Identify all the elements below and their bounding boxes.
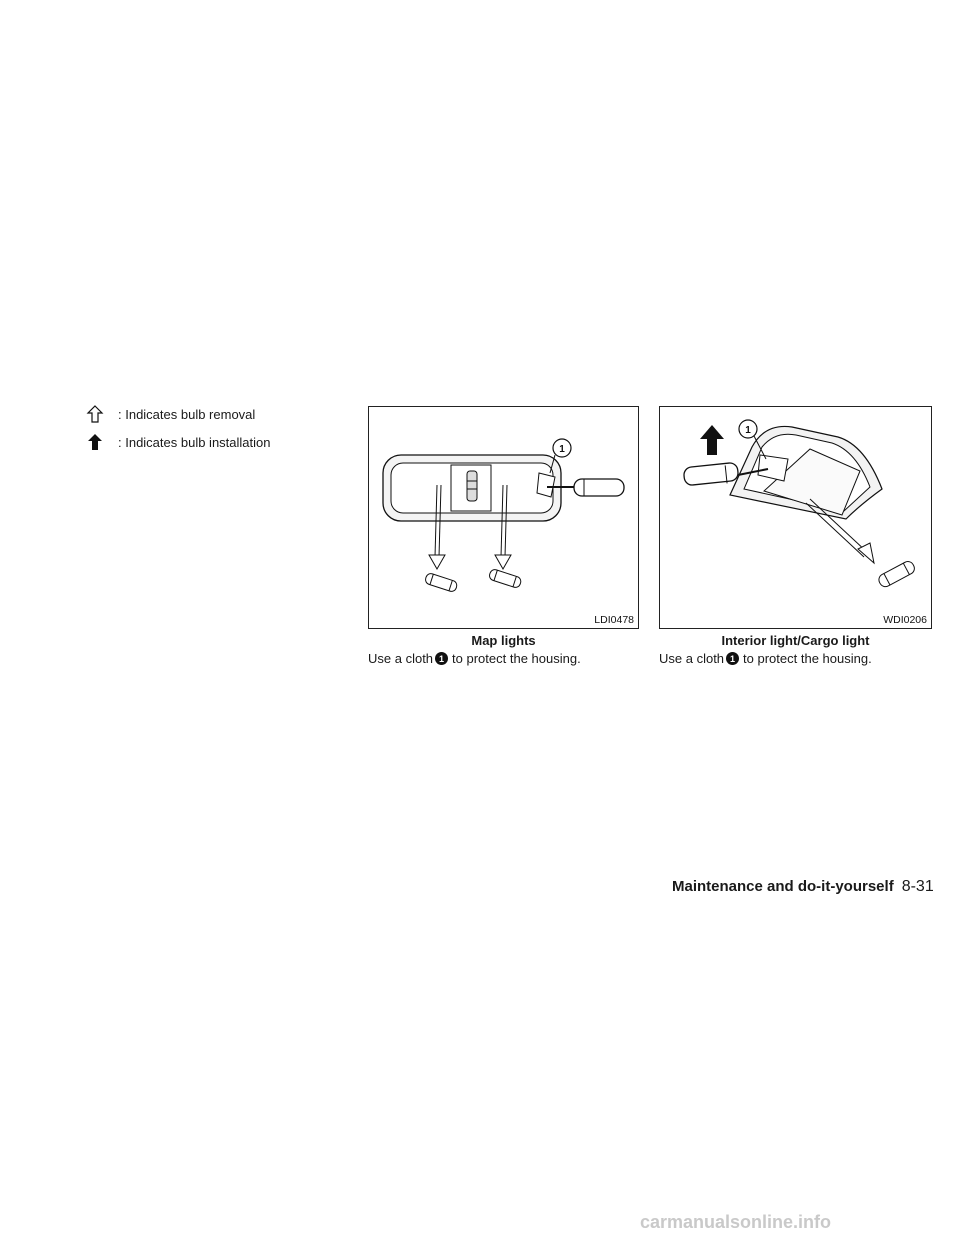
callout-ref-badge: 1 bbox=[435, 652, 448, 665]
instruction-text: to protect the housing. bbox=[452, 651, 581, 666]
instruction-text: Use a cloth bbox=[659, 651, 725, 666]
caption-interior-light: Interior light/Cargo light bbox=[721, 633, 870, 648]
figure-code: LDI0478 bbox=[594, 614, 634, 626]
instruction-text: to protect the housing. bbox=[743, 651, 872, 666]
figure-code: WDI0206 bbox=[883, 614, 927, 626]
legend-installation bbox=[86, 432, 270, 452]
filled-up-arrow-icon bbox=[86, 432, 104, 452]
caption-map-lights: Map lights bbox=[471, 633, 536, 648]
interior-light-illustration bbox=[660, 407, 931, 628]
watermark: carmanualsonline.info bbox=[640, 1212, 832, 1232]
map-lights-illustration bbox=[369, 407, 638, 628]
map-lights-callout: 1 bbox=[559, 444, 565, 455]
page-footer bbox=[672, 878, 934, 896]
figure-interior-light bbox=[659, 406, 932, 629]
section-title: Maintenance and do-it-yourself bbox=[672, 878, 894, 895]
outline-up-arrow-icon bbox=[86, 404, 104, 424]
instruction-text: Use a cloth bbox=[368, 651, 434, 666]
interior-light-callout: 1 bbox=[745, 425, 751, 436]
legend-removal bbox=[86, 404, 255, 424]
instruction-interior-light bbox=[659, 651, 872, 666]
instruction-map-lights bbox=[368, 651, 581, 666]
callout-ref-badge: 1 bbox=[726, 652, 739, 665]
page-number: 8-31 bbox=[901, 878, 934, 895]
legend-removal-text: : Indicates bulb removal bbox=[118, 406, 256, 422]
legend-installation-text: : Indicates bulb installation bbox=[118, 434, 271, 450]
figure-map-lights bbox=[368, 406, 639, 629]
